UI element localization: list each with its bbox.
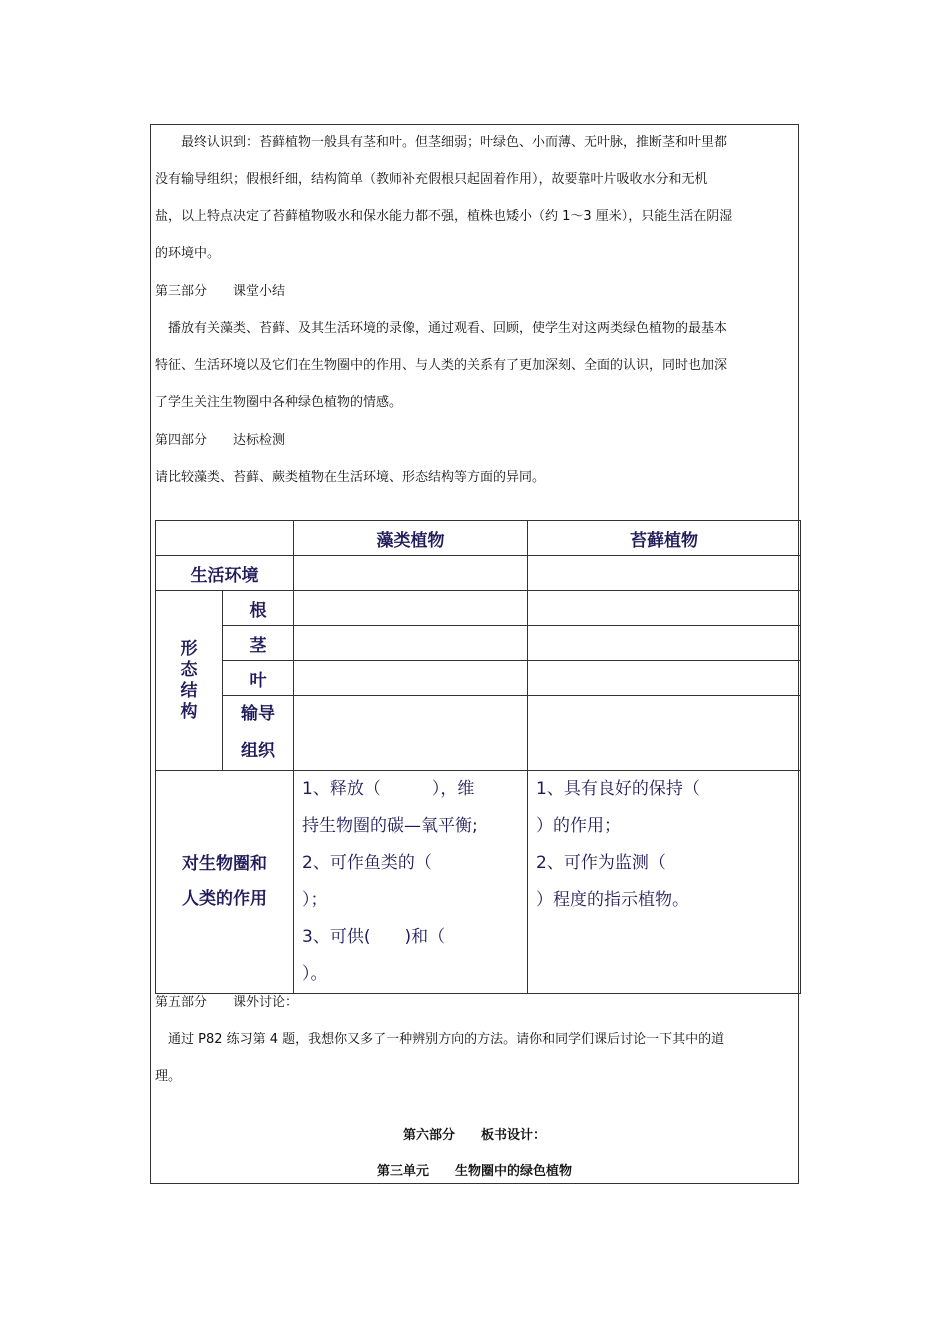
row-env-label: 生活环境 [156,556,294,591]
morph-char: 构 [180,701,198,722]
cell-conduct-algae [294,696,528,771]
role-line: 1、具有良好的保持（ [536,779,700,799]
comparison-table [155,520,801,994]
cell-role-algae [294,771,528,994]
role-line: ）； [302,890,328,910]
role-line: ）程度的指示植物。 [536,890,689,910]
cell-env-algae [294,556,528,591]
morph-char: 结 [180,680,198,701]
sub-conduct-line: 输导 [241,704,275,724]
role-line: 1、释放（ ），维 [302,779,475,799]
role-line: 持生物圈的碳—氧平衡; [302,816,478,836]
cell-leaf-moss [528,661,801,696]
header-moss: 苔藓植物 [528,521,801,556]
role-line: 3、可供( )和（ [302,927,446,947]
sub-conduct-line: 组织 [241,741,275,761]
sub-stem: 茎 [223,626,294,661]
cell-root-moss [528,591,801,626]
part4-prompt: 请比较藻类、苔藓、蕨类植物在生活环境、形态结构等方面的异同。 [155,470,546,485]
cell-stem-moss [528,626,801,661]
part3-line: 特征、生活环境以及它们在生物圈中的作用、与人类的关系有了更加深刻、全面的认识，同时也加深 [155,358,728,373]
intro-line: 最终认识到：苔藓植物一般具有茎和叶。但茎细弱；叶绿色、小而薄、无叶脉，推断茎和叶里都 [155,135,728,150]
part5-line: 通过 P82 练习第 4 题，我想你又多了一种辨别方向的方法。请你和同学们课后讨论一下其中的道 [155,1032,725,1047]
morph-char: 形 [180,638,198,659]
sub-leaf: 叶 [223,661,294,696]
role-line: ）的作用； [536,816,621,836]
sub-root: 根 [223,591,294,626]
table-corner-cell [156,521,294,556]
intro-line: 没有输导组织；假根纤细，结构简单（教师补充假根只起固着作用），故要靠叶片吸收水分和无机 [155,172,708,187]
part3-line: 了学生关注生物圈中各种绿色植物的情感。 [155,395,403,410]
cell-role-moss [528,771,801,994]
cell-stem-algae [294,626,528,661]
row-role-label [156,771,294,994]
part6-subheading: 第三单元 生物圈中的绿色植物 [376,1164,572,1179]
role-line: ）。 [302,964,328,984]
part3-line: 播放有关藻类、苔藓、及其生活环境的录像，通过观看、回顾，使学生对这两类绿色植物的最基本 [155,321,728,336]
part6-heading: 第六部分 板书设计： [402,1128,546,1143]
cell-leaf-algae [294,661,528,696]
role-line: 2、可作鱼类的（ [302,853,432,873]
role-line: 2、可作为监测（ [536,853,666,873]
cell-conduct-moss [528,696,801,771]
intro-line: 盐，以上特点决定了苔藓植物吸水和保水能力都不强，植株也矮小（约 1～3 厘米），只能生活在阴湿 [155,209,733,224]
cell-root-algae [294,591,528,626]
part5-line: 理。 [155,1069,182,1084]
part5-heading: 第五部分 课外讨论： [155,995,299,1010]
part4-heading: 第四部分 达标检测 [155,433,286,448]
row-morph-label [156,591,223,771]
intro-line: 的环境中。 [155,246,221,261]
part3-heading: 第三部分 课堂小结 [155,284,286,299]
header-algae: 藻类植物 [294,521,528,556]
sub-conduct [223,696,294,771]
cell-env-moss [528,556,801,591]
row-role-line: 人类的作用 [182,889,267,909]
morph-char: 态 [180,659,198,680]
row-role-line: 对生物圈和 [182,854,267,874]
